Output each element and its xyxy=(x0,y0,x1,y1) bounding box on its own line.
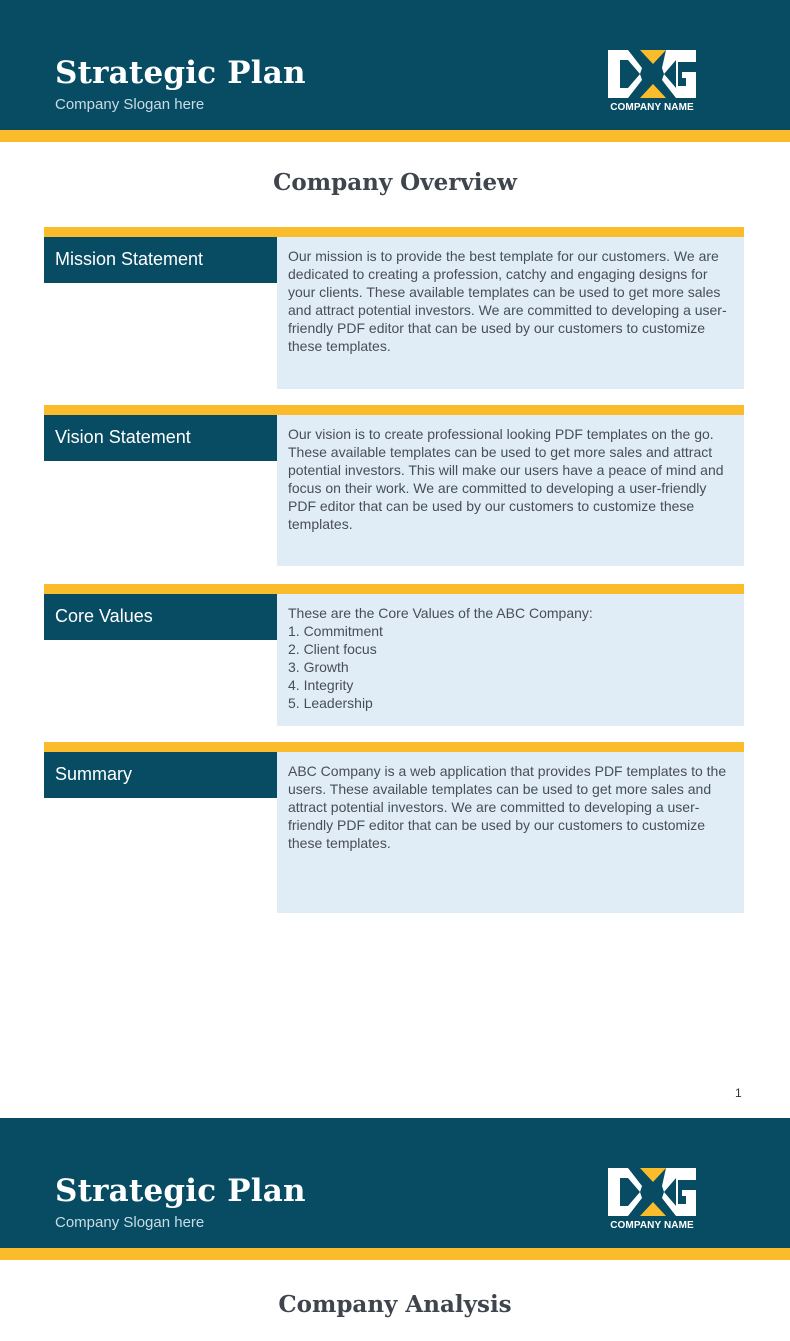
page-header xyxy=(0,0,790,130)
company-slogan: Company Slogan here xyxy=(55,1214,205,1231)
section-title: Company Overview xyxy=(273,169,517,196)
mission-text: Our mission is to provide the best template for our customers. We are dedicated to creating a profession, catchy and engaging designs for your clients. These available templates can be used to get more sales and attract potential investors. We are committed to developing a user-friendly PDF editor that can be used by our customers to customize these templates. xyxy=(277,237,744,389)
section-title: Company Analysis xyxy=(278,1291,512,1318)
core-value-item: 3. Growth xyxy=(288,659,349,675)
core-value-item: 4. Integrity xyxy=(288,677,354,693)
core-value-item: 5. Leadership xyxy=(288,695,373,711)
page-header xyxy=(0,1118,790,1248)
mission-label: Mission Statement xyxy=(44,237,277,283)
vision-text: Our vision is to create professional looking PDF templates on the go. These available templates can be used to get more sales and attract potential investors. This will make our users have a peace of mind and focus on their work. We are committed to developing a user-friendly PDF editor that can be used by our customers to customize these templates. xyxy=(277,415,744,566)
core-values-intro: These are the Core Values of the ABC Company: xyxy=(288,605,593,621)
company-logo xyxy=(604,46,700,116)
block-accent-bar xyxy=(44,405,744,415)
core-values-text xyxy=(277,594,744,726)
company-logo xyxy=(604,1164,700,1234)
summary-text: ABC Company is a web application that provides PDF templates to the users. These available templates can be used to get more sales and attract potential investors. We are committed to developing a user-friendly PDF editor that can be used by our customers to customize these templates. xyxy=(277,752,744,913)
logo-company-name: COMPANY NAME xyxy=(610,1220,694,1231)
core-values-label: Core Values xyxy=(44,594,277,640)
block-accent-bar xyxy=(44,227,744,237)
document-title: Strategic Plan xyxy=(55,1173,306,1209)
header-stripe xyxy=(0,1248,790,1260)
logo-mark-icon xyxy=(604,46,700,102)
block-accent-bar xyxy=(44,584,744,594)
core-value-item: 1. Commitment xyxy=(288,623,383,639)
company-slogan: Company Slogan here xyxy=(55,96,205,113)
vision-label: Vision Statement xyxy=(44,415,277,461)
block-accent-bar xyxy=(44,742,744,752)
logo-company-name: COMPANY NAME xyxy=(610,102,694,113)
core-value-item: 2. Client focus xyxy=(288,641,377,657)
summary-label: Summary xyxy=(44,752,277,798)
document-title: Strategic Plan xyxy=(55,55,306,91)
page-number: 1 xyxy=(735,1086,742,1100)
header-stripe xyxy=(0,130,790,142)
logo-mark-icon xyxy=(604,1164,700,1220)
